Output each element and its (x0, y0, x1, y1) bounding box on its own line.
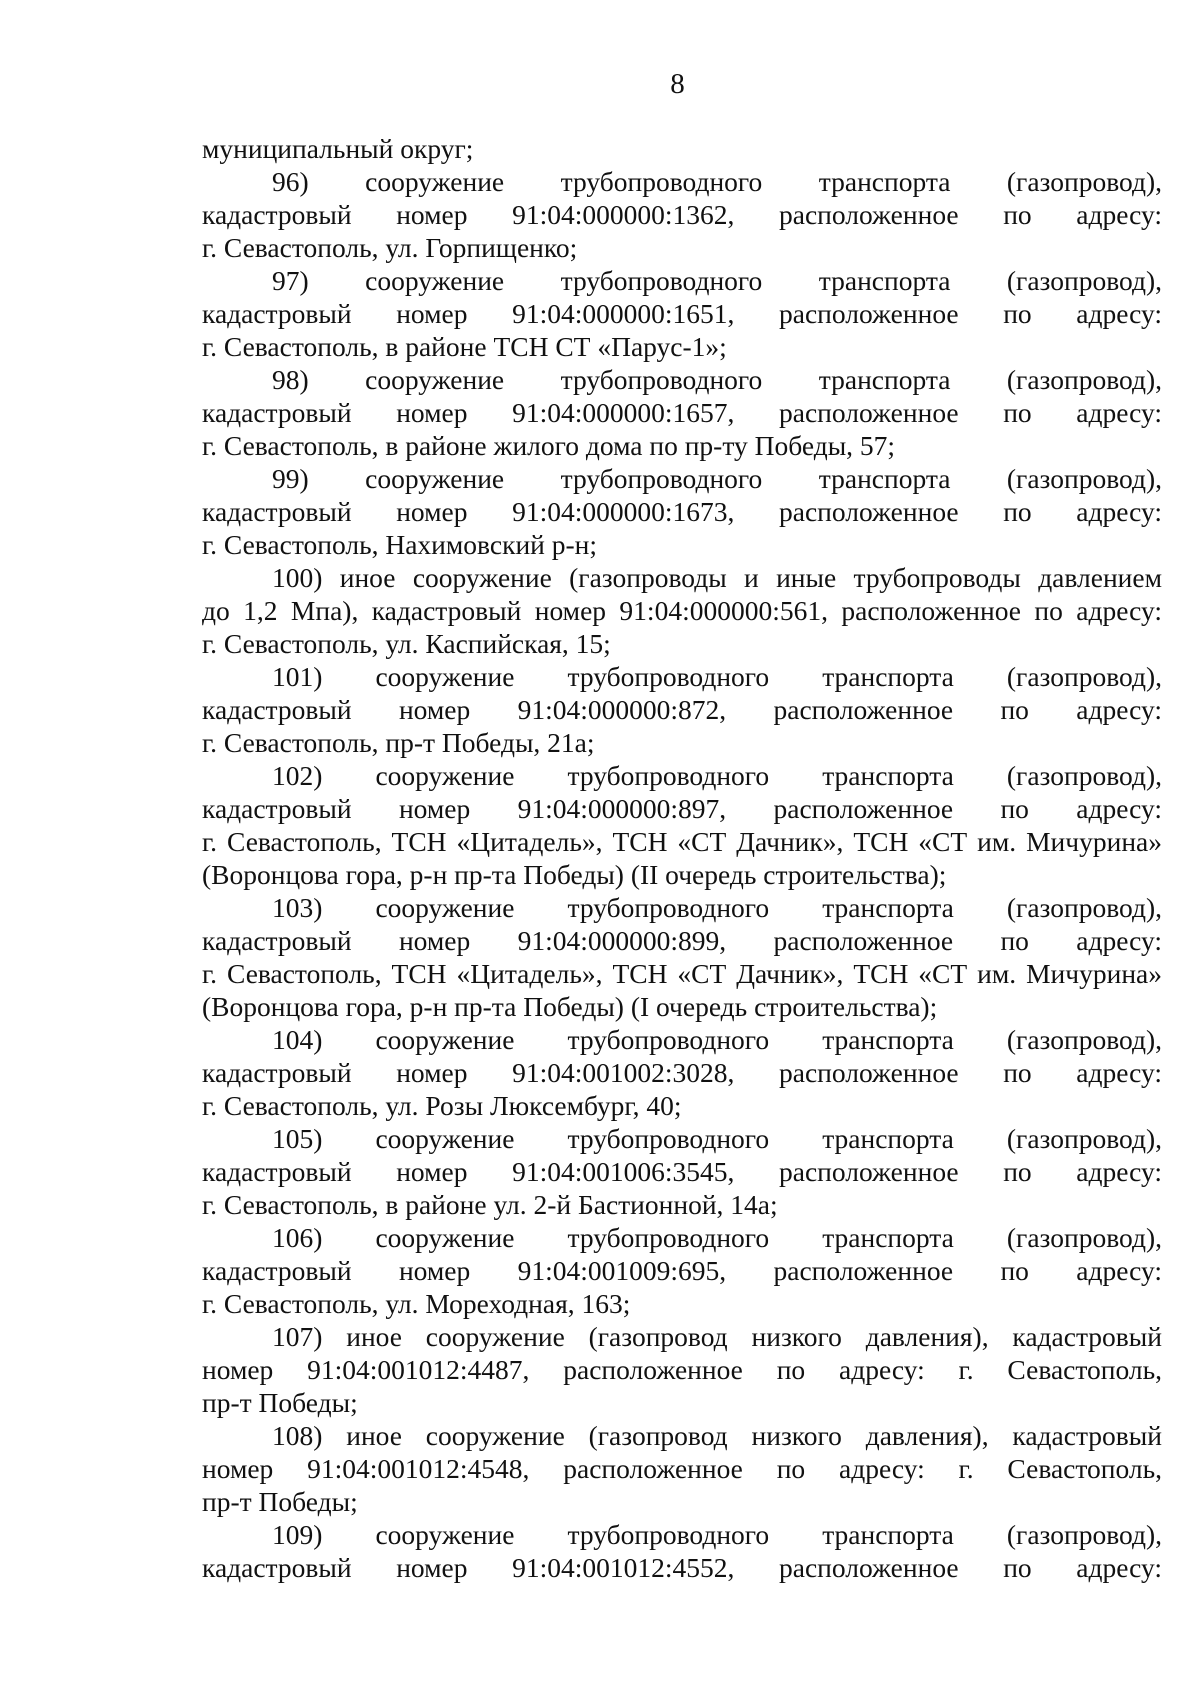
page-number: 8 (670, 68, 685, 100)
entry-line: кадастровый номер 91:04:000000:872, расположенное по адресу: (202, 694, 1162, 725)
entry-line: кадастровый номер 91:04:000000:1362, расположенное по адресу: (202, 199, 1162, 230)
entry-line: 100) иное сооружение (газопроводы и иные трубопроводы давлением (272, 562, 1162, 593)
entry-line: г. Севастополь, ул. Каспийская, 15; (202, 628, 611, 659)
entry-line: г. Севастополь, ул. Горпищенко; (202, 232, 578, 263)
entry-line: кадастровый номер 91:04:000000:1657, расположенное по адресу: (202, 397, 1162, 428)
entry-line: 97) сооружение трубопроводного транспорта (газопровод), (272, 265, 1162, 296)
entry-line: 107) иное сооружение (газопровод низкого давления), кадастровый (272, 1321, 1162, 1352)
entry-line: (Воронцова гора, р-н пр-та Победы) (II очередь строительства); (202, 859, 947, 890)
entry-line: г. Севастополь, в районе ТСН СТ «Парус-1»; (202, 331, 727, 362)
list-item (202, 891, 1162, 1023)
list-item (202, 1419, 1162, 1518)
entry-line: г. Севастополь, ТСН «Цитадель», ТСН «СТ Дачник», ТСН «СТ им. Мичурина» (202, 958, 1162, 989)
list-item (202, 759, 1162, 891)
list-item (202, 1518, 1162, 1584)
entry-line: г. Севастополь, в районе жилого дома по пр-ту Победы, 57; (202, 430, 896, 461)
entry-line: пр-т Победы; (202, 1387, 358, 1418)
entry-line: 106) сооружение трубопроводного транспорта (газопровод), (272, 1222, 1162, 1253)
entry-line: 96) сооружение трубопроводного транспорта (газопровод), (272, 166, 1162, 197)
entry-line: г. Севастополь, ул. Мореходная, 163; (202, 1288, 631, 1319)
list-item (202, 462, 1162, 561)
entry-line: номер 91:04:001012:4548, расположенное по адресу: г. Севастополь, (202, 1453, 1162, 1484)
entry-line: 98) сооружение трубопроводного транспорта (газопровод), (272, 364, 1162, 395)
list-item (202, 1023, 1162, 1122)
list-item (202, 264, 1162, 363)
lead-line: муниципальный округ; (202, 133, 474, 164)
entry-line: кадастровый номер 91:04:000000:897, расположенное по адресу: (202, 793, 1162, 824)
entry-line: кадастровый номер 91:04:001009:695, расположенное по адресу: (202, 1255, 1162, 1286)
entry-line: кадастровый номер 91:04:000000:1673, расположенное по адресу: (202, 496, 1162, 527)
entry-line: 102) сооружение трубопроводного транспорта (газопровод), (272, 760, 1162, 791)
entry-line: г. Севастополь, пр-т Победы, 21а; (202, 727, 595, 758)
entry-line: (Воронцова гора, р-н пр-та Победы) (I очередь строительства); (202, 991, 938, 1022)
list-item (202, 363, 1162, 462)
list-item (202, 1221, 1162, 1320)
entry-line: кадастровый номер 91:04:000000:899, расположенное по адресу: (202, 925, 1162, 956)
list-item (202, 165, 1162, 264)
entry-line: 101) сооружение трубопроводного транспорта (газопровод), (272, 661, 1162, 692)
list-item (202, 660, 1162, 759)
entry-line: пр-т Победы; (202, 1486, 358, 1517)
entry-line: кадастровый номер 91:04:001002:3028, расположенное по адресу: (202, 1057, 1162, 1088)
entry-line: 103) сооружение трубопроводного транспорта (газопровод), (272, 892, 1162, 923)
list-item (202, 1122, 1162, 1221)
entry-line: г. Севастополь, в районе ул. 2-й Бастионной, 14а; (202, 1189, 778, 1220)
entry-line: кадастровый номер 91:04:000000:1651, расположенное по адресу: (202, 298, 1162, 329)
list-item (202, 561, 1162, 660)
entry-line: 105) сооружение трубопроводного транспорта (газопровод), (272, 1123, 1162, 1154)
entry-line: г. Севастополь, Нахимовский р-н; (202, 529, 598, 560)
entry-line: г. Севастополь, ул. Розы Люксембург, 40; (202, 1090, 682, 1121)
entry-line: г. Севастополь, ТСН «Цитадель», ТСН «СТ Дачник», ТСН «СТ им. Мичурина» (202, 826, 1162, 857)
document-body (202, 132, 1162, 1584)
entry-line: кадастровый номер 91:04:001012:4552, расположенное по адресу: (202, 1552, 1162, 1583)
entry-line: 109) сооружение трубопроводного транспорта (газопровод), (272, 1519, 1162, 1550)
entry-line: 104) сооружение трубопроводного транспорта (газопровод), (272, 1024, 1162, 1055)
entry-line: 99) сооружение трубопроводного транспорта (газопровод), (272, 463, 1162, 494)
entry-line: кадастровый номер 91:04:001006:3545, расположенное по адресу: (202, 1156, 1162, 1187)
entry-list (202, 165, 1162, 1584)
entry-line: 108) иное сооружение (газопровод низкого давления), кадастровый (272, 1420, 1162, 1451)
entry-line: номер 91:04:001012:4487, расположенное по адресу: г. Севастополь, (202, 1354, 1162, 1385)
list-item (202, 1320, 1162, 1419)
entry-line: до 1,2 Мпа), кадастровый номер 91:04:000000:561, расположенное по адресу: (202, 595, 1162, 626)
